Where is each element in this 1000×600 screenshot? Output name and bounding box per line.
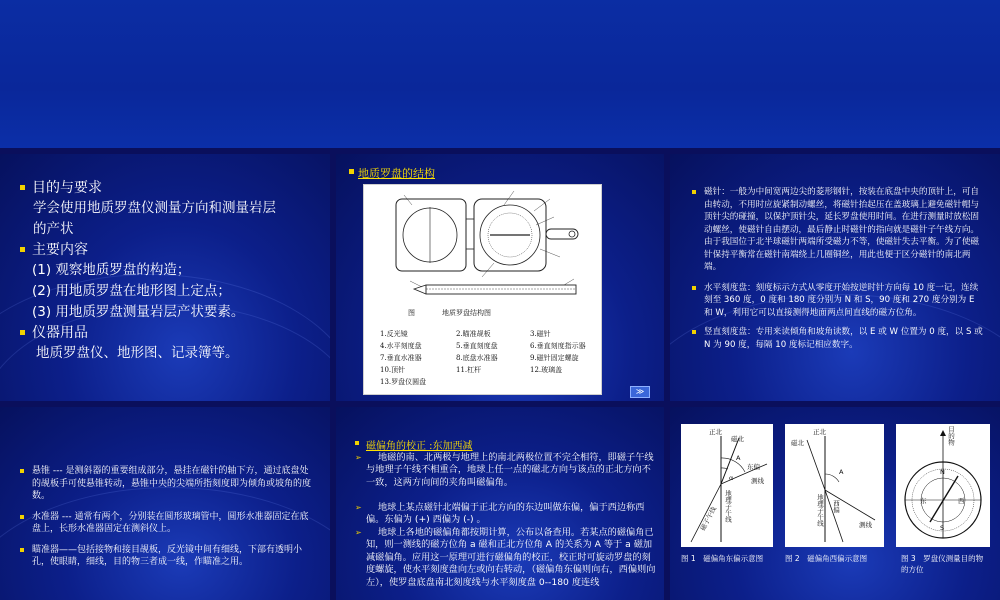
slide4-bullet-list: [20, 465, 316, 569]
diagram-label: 磁子午线: [698, 505, 719, 533]
diagram-label: 正北: [709, 428, 722, 436]
legend-item: 11.杠杆: [456, 366, 482, 374]
figure-caption: 地质罗盘结构图: [442, 309, 491, 317]
diagram-label: 西偏: [832, 500, 840, 513]
diagram-label: 东偏: [747, 463, 760, 471]
diagram-label: 磁北: [791, 439, 804, 447]
legend-item: 4.水平刻度盘: [380, 342, 422, 350]
diagram-label: 地理子午线: [724, 490, 732, 523]
legend-item: 8.底盘水准器: [456, 354, 498, 362]
legend-item: 12.玻璃盖: [530, 366, 563, 374]
bullet-text: 水平刻度盘：刻度标示方式从零度开始按逆时针方向每 10 度一记，连续刻至 360 度，0 度和 180 度分别为 N 和 S，90 度和 270 度分别为 E 和 W，利用它可以直接测得地面两点间直线的磁方位角。: [692, 282, 984, 320]
target-bearing-diagram: [896, 424, 990, 547]
diagram-label: α: [729, 474, 734, 482]
bullet-text: 悬锥 --- 是测斜器的重要组成部分，悬挂在磁针的轴下方，通过底盘处的觇板手可使悬锥转动，悬锥中央的尖端所指刻度即为倾角或坡角的度数。: [20, 465, 316, 503]
paragraph: 地磁的南、北两极与地理上的南北两极位置不完全相符，即磁子午线与地理子午线不相重合，地球上任一点的磁北方向与该点的正北方向不一致，这两方向间的夹角叫磁偏角。: [366, 452, 654, 488]
bullet-text: 的产状: [33, 221, 74, 237]
bullet-heading: 主要内容: [20, 240, 320, 260]
diagram-caption: 图 2 磁偏角西偏示意图: [785, 554, 868, 563]
declination-east-diagram: [681, 424, 773, 547]
diagram-label: 磁北: [731, 435, 744, 443]
diagram-label: 测线: [751, 477, 764, 485]
compass-drawing: [364, 185, 603, 305]
legend-item: 6.垂直刻度指示器: [530, 342, 586, 350]
slide3-bullet-list: [692, 186, 984, 351]
legend-item: 10.顶针: [380, 366, 406, 374]
compass-structure-figure: [363, 184, 602, 395]
arrow-bullet-icon: ➢: [355, 528, 362, 537]
legend-item: 13.罗盘仪圆盘: [380, 378, 427, 386]
legend-item: 3.磁针: [530, 330, 551, 338]
diagram-label: N: [940, 468, 945, 476]
slide5-title: 磁偏角的校正 :东加西减: [366, 441, 473, 452]
bullet-text: (2) 用地质罗盘在地形图上定点；: [32, 283, 231, 299]
slide2-title: 地质罗盘的结构: [358, 167, 435, 180]
diagram-label: S: [940, 524, 945, 532]
diagram-label: 正北: [813, 428, 826, 436]
bullet-heading: 仪器用品: [20, 323, 320, 343]
diagram-drawing: [681, 424, 773, 547]
legend-item: 5.垂直刻度盘: [456, 342, 498, 350]
bullet-text: (3) 用地质罗盘测量岩层产状要素。: [32, 304, 245, 320]
legend-item: 7.垂直水准器: [380, 354, 422, 362]
declination-west-diagram: [785, 424, 884, 547]
bullet-text: 水准器 --- 通常有两个，分别装在圆形玻璃管中，圆形水准器固定在底盘上，长形水准器固定在测斜仪上。: [20, 511, 316, 536]
paragraph: 地球上各地的磁偏角都按期计算，公布以备查用。若某点的磁偏角已知，则一测线的磁方位角 a 磁和正北方位角 A 的关系为 A 等于 a 磁加减磁偏角。应用这一原理可进行磁偏角的校正，校正时可旋动罗盘的刻度螺旋，使水平刻度盘向左或向右转动，（磁偏角东偏则向右，西偏则向左），使罗盘底盘南北刻度线与水平刻度盘 0--180 度连线: [366, 527, 656, 588]
diagram-label: 地理子午线: [816, 494, 824, 527]
diagram-caption: 图 1 磁偏角东偏示意图: [681, 554, 764, 563]
legend-item: 2.瞄准觇板: [456, 330, 491, 338]
slide1-bullet-list: [20, 178, 320, 364]
legend-item: 9.磁针固定螺旋: [530, 354, 579, 362]
diagram-label: 西: [958, 497, 965, 505]
bullet-marker: [349, 169, 354, 174]
top-blank-band: [0, 0, 1000, 148]
bullet-heading: 目的与要求: [20, 178, 320, 198]
bullet-text: 磁针：一般为中间宽两边尖的菱形钢针，按装在底盘中央的顶针上，可自由转动，不用时应旋紧制动螺丝，将磁针抬起压在盖玻璃上避免磁针帽与顶针尖的碰撞，以保护顶针尖，延长罗盘使用时间。在进行测量时放松固动螺丝，使磁针自由摆动，最后静止时磁针的指向就是磁针子午线方向。由于我国位于北半球磁针两端所受磁力不等，使磁针失去平衡。为了使磁针保持平衡常在磁针南端绕上几圈铜丝，用此也便于区分磁针的南北两端。: [692, 186, 984, 274]
arrow-bullet-icon: ➢: [355, 453, 362, 462]
paragraph: 地球上某点磁针北端偏于正北方向的东边叫做东偏，偏于西边称西偏。东偏为 (+) 西偏为 (-) 。: [366, 502, 645, 526]
bullet-text: 瞄准器——包括接物和接目觇板，反光镜中间有细线，下部有透明小孔，使眼睛，细线，目的物三者成一线，作瞄准之用。: [20, 544, 316, 569]
arrow-bullet-icon: ➢: [355, 503, 362, 512]
diagram-label: 东: [920, 497, 927, 505]
slide-thumbnail-4[interactable]: [0, 407, 330, 600]
diagram-label: A: [736, 454, 741, 462]
slide-thumbnail-6[interactable]: [670, 407, 1000, 600]
bullet-text: 学会使用地质罗盘仪测量方向和测量岩层: [33, 200, 276, 216]
figure-letter: 图: [408, 309, 415, 317]
slide-thumbnail-3[interactable]: [670, 154, 1000, 401]
bullet-text: 竖直刻度盘：专用来读倾角和坡角读数，以 E 或 W 位置为 0 度，以 S 或 N 为 90 度，每隔 10 度标记相应数字。: [692, 326, 984, 351]
bullet-text: (1) 观察地质罗盘的构造；: [32, 262, 191, 278]
diagram-label: A: [839, 468, 844, 476]
diagram-label: 测线: [859, 521, 872, 529]
bullet-text: 地质罗盘仪、地形图、记录簿等。: [36, 345, 239, 361]
legend-item: 1.反光镜: [380, 330, 408, 338]
slide-thumbnail-1[interactable]: [0, 154, 330, 401]
diagram-caption: 图 3 罗盘仪测量目的物的方位: [901, 554, 984, 574]
diagram-label: 目的物: [947, 426, 955, 446]
next-slide-button[interactable]: ≫: [630, 386, 650, 398]
bullet-marker: [355, 441, 359, 445]
